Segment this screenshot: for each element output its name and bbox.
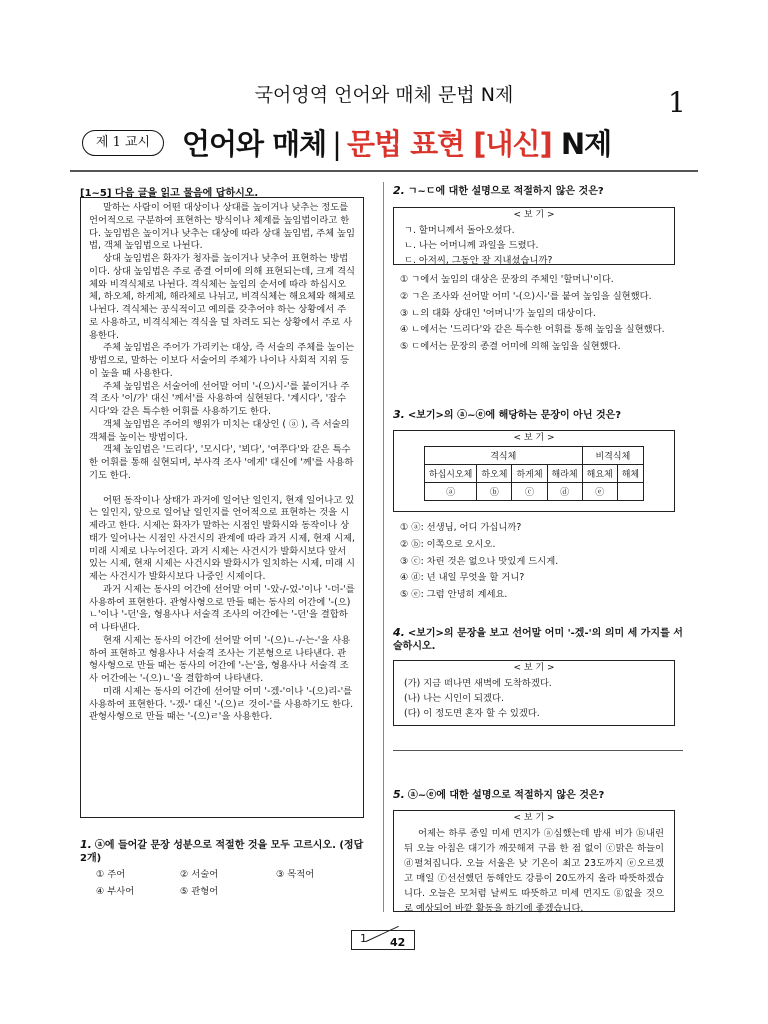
speech-level-table (424, 446, 644, 501)
table-column-header: 해체 (617, 465, 643, 483)
question-5-text: ⓐ~ⓔ에 대한 설명으로 적절하지 않은 것은? (407, 790, 605, 801)
question-1-choice[interactable]: ② 서술어 (180, 869, 219, 880)
page-counter-current: 1 (360, 932, 367, 945)
table-mark-cell: ⓓ (547, 483, 582, 501)
question-1-choice[interactable]: ① 주어 (96, 869, 126, 880)
table-mark-cell (617, 483, 643, 501)
passage-paragraph: 주체 높임법은 주어가 가리키는 대상, 즉 서술의 주체를 높이는 방법으로, 말하는 이보다 서술어의 주체가 나이나 사회적 지위 등이 높을 때 사용한다. (89, 342, 355, 379)
question-5-prompt (393, 788, 604, 802)
bogi-label: < 보 기 > (513, 813, 555, 823)
main-title-separator: | (332, 127, 341, 161)
question-1-text: ⓐ에 들어갈 문장 성분으로 적절한 것을 모두 고르시오. (정답 2개) (80, 840, 364, 864)
table-mark-cell: ⓔ (582, 483, 617, 501)
table-column-header: 해라체 (547, 465, 582, 483)
question-3-choices (400, 520, 558, 604)
passage-paragraph: 상대 높임법은 화자가 청자를 높이거나 낮추어 표현하는 방법이다. 상대 높임법은 주로 종결 어미에 의해 표현되는데, 크게 격식체와 비격식체로 나뉜다. 격식체는 높임의 순서에 따라 하십시오체, 하오체, 하게체, 해라체로 나뉘고, 비격식체는 해요체와 해체로 나뉜다. 격식체는 공식적이고 예의를 갖추어야 하는 상황에서 주로 사용하고, 비격식체는 격식을 덜 차려도 되는 상황에서 주로 사용한다. (89, 253, 356, 341)
question-1-prompt (80, 838, 368, 865)
question-2-number: 2. (393, 184, 405, 197)
passage-paragraph: 말하는 사람이 어떤 대상이나 상대를 높이거나 낮추는 정도를 언어적으로 구분하여 표현하는 방식이나 체계를 높임법이라고 한다. 높임법은 높이거나 낮추는 대상에 따라 상대 높임법, 주체 높임법, 객체 높임법으로 나뉜다. (89, 202, 356, 252)
question-1-choice[interactable]: ③ 목적어 (276, 869, 315, 880)
question-2-prompt (393, 184, 604, 198)
bogi-line: ㄷ. 아저씨, 그동안 잘 지내셨습니까? (404, 255, 553, 266)
table-column-header: 하오체 (477, 465, 512, 483)
question-4-text: <보기>의 문장을 보고 선어말 어미 '-겠-'의 의미 세 가지를 서술하시오. (393, 628, 683, 652)
question-3-choice[interactable]: ② ⓑ: 이쪽으로 오시오. (400, 538, 496, 550)
table-header-informal: 비격식체 (582, 447, 643, 465)
question-1-choice[interactable]: ⑤ 관형어 (180, 886, 219, 897)
question-1-number: 1. (80, 838, 92, 851)
question-2-choice[interactable]: ⑤ ㄷ에서는 문장의 종결 어미에 의해 높임을 실현했다. (400, 341, 621, 353)
table-header-formal: 격식체 (424, 447, 582, 465)
passage-heading: [1~5] 다음 글을 읽고 물음에 답하시오. (80, 188, 259, 199)
question-3-text: <보기>의 ⓐ~ⓔ에 해당하는 문장이 아닌 것은? (407, 410, 622, 421)
question-4-number: 4. (393, 626, 405, 639)
bogi-line: (다) 이 정도면 혼자 할 수 있겠다. (404, 708, 540, 719)
question-2-choice[interactable]: ① ㄱ에서 높임의 대상은 문장의 주체인 '할머니'이다. (400, 274, 614, 285)
passage-paragraph: 미래 시제는 동사의 어간에 선어말 어미 '-겠-'이나 '-(으)리-'를 사용하여 표현한다. '-겠-' 대신 '-(으)ㄹ 것이-'를 사용하기도 한다. 관형사형으로 만들 때는 '-(으)ㄹ'을 사용한다. (89, 685, 354, 723)
passage-paragraph: 객체 높임법은 '드리다', '모시다', '뵈다', '여쭈다'와 같은 특수한 어휘를 통해 실현되며, 부사격 조사 '에게' 대신에 '께'를 사용하기도 한다. (89, 444, 354, 481)
question-2-choice[interactable]: ④ ㄴ에서는 '드리다'와 같은 특수한 어휘를 통해 높임을 실현했다. (400, 324, 665, 336)
page-counter (351, 930, 415, 950)
passage-paragraph: 객체 높임법은 주어의 행위가 미치는 대상인 ( ⓐ ), 즉 서술의 객체를 높이는 방법이다. (89, 418, 350, 443)
table-mark-cell: ⓑ (477, 483, 512, 501)
bogi-body-text: 어제는 하루 종일 미세 먼지가 ⓐ심했는데 밤새 비가 ⓑ내린 뒤 오늘 아침은 대기가 깨끗해져 구름 한 점 없이 ⓒ맑은 하늘이 ⓓ펼쳐집니다. 오늘 서울은 낮 기온이 최고 23도까지 ⓔ오르겠고 매일 ⓕ선선했던 동해안도 강릉이 20도까지 올라 따뜻하겠습니다. 오늘은 모처럼 날씨도 따뜻하고 미세 먼지도 ⓖ없을 것으로 예상되어 바깥 활동을 하기에 좋겠습니다. (404, 828, 664, 914)
table-column-header: 해요체 (582, 465, 617, 483)
question-2-text: ㄱ~ㄷ에 대한 설명으로 적절하지 않은 것은? (407, 186, 604, 197)
question-2-choice[interactable]: ③ ㄴ의 대화 상대인 '어머니'가 높임의 대상이다. (400, 307, 596, 319)
bogi-line: ㄴ. 나는 어머니께 과일을 드렸다. (404, 240, 539, 251)
question-2-choice[interactable]: ② ㄱ은 조사와 선어말 어미 '-(으)시-'를 붙여 높임을 실현했다. (400, 290, 652, 302)
bogi-label: < 보 기 > (513, 210, 555, 220)
question-2-choices (400, 272, 665, 356)
table-column-header: 하십시오체 (424, 465, 476, 483)
passage-paragraph: 주체 높임법은 서술어에 선어말 어미 '-(으)시-'를 붙이거나 주격 조사 '이/가' 대신 '께서'를 사용하여 실현된다. '계시다', '잡수시다'와 같은 특수한 어휘를 사용하기도 한다. (89, 380, 350, 417)
main-title-topic: 문법 표현 [내신] (346, 127, 552, 161)
exam-header-title: 국어영역 언어와 매체 문법 N제 (254, 84, 514, 106)
header-rule (70, 170, 698, 172)
question-3-choice[interactable]: ⑤ ⓔ: 그럼 안녕히 계세요. (400, 589, 508, 601)
main-title-suffix: N제 (560, 127, 612, 161)
column-divider (383, 182, 384, 912)
bogi-line: ㄱ. 할머니께서 돌아오셨다. (404, 225, 515, 236)
session-badge: 제 1 교시 (82, 130, 164, 156)
question-5-number: 5. (393, 788, 405, 801)
main-title-subject: 언어와 매체 (182, 127, 327, 161)
bogi-line: (가) 지금 떠나면 새벽에 도착하겠다. (404, 678, 552, 689)
passage-paragraph: 어떤 동작이나 상태가 과거에 일어난 일인지, 현재 일어나고 있는 일인지, 앞으로 일어날 일인지를 언어적으로 표현하는 것을 시제라고 한다. 시제는 화자가 말하는 시점인 발화시와 동작이나 상태가 일어나는 시점인 사건시의 관계에 따라 과거 시제, 현재 시제, 미래 시제로 나누어진다. 과거 시제는 사건시가 발화시보다 앞서 있는 시제, 현재 시제는 사건시와 발화시가 일치하는 시제, 미래 시제는 사건시가 발화시보다 나중인 시제이다. (89, 494, 356, 582)
page-number: 1 (668, 86, 686, 119)
table-mark-cell: ⓐ (424, 483, 476, 501)
question-4-bogi-box (393, 660, 675, 726)
question-3-choice[interactable]: ③ ⓒ: 차린 것은 없으나 맛있게 드시게. (400, 555, 559, 567)
passage-paragraph: 현재 시제는 동사의 어간에 선어말 어미 '-(으)ㄴ-/-는-'을 사용하여 표현하고 형용사나 서술격 조사는 기본형으로 나타낸다. 관형사형으로 만들 때는 동사의 어간에 '-는'을, 형용사나 서술격 조사 어간에는 '-(으)ㄴ'을 결합하여 나타낸다. (89, 634, 351, 684)
question-2-bogi-box (393, 207, 675, 265)
answer-divider (393, 750, 683, 751)
question-3-choice[interactable]: ④ ⓓ: 넌 내일 무엇을 할 거니? (400, 572, 525, 584)
question-3-prompt (393, 408, 621, 422)
page-counter-total: 42 (390, 936, 406, 949)
table-column-header: 하게체 (512, 465, 547, 483)
question-3-number: 3. (393, 408, 405, 421)
table-mark-cell: ⓒ (512, 483, 547, 501)
question-5-bogi-box (393, 810, 675, 912)
bogi-label: < 보 기 > (513, 663, 555, 673)
question-1-choice[interactable]: ④ 부사어 (96, 886, 135, 897)
question-4-prompt (393, 626, 683, 653)
passage-box (80, 197, 364, 818)
passage-paragraph: 과거 시제는 동사의 어간에 선어말 어미 '-았-/-었-'이나 '-더-'를 사용하여 표현한다. 관형사형으로 만들 때는 동사의 어간에 '-(으)ㄴ'이나 '-던'을, 형용사나 서술격 조사의 어간에는 '-던'을 결합하여 나타낸다. (89, 583, 355, 633)
bogi-label: < 보 기 > (513, 433, 555, 443)
main-title (182, 122, 611, 163)
bogi-line: (나) 나는 시인이 되겠다. (404, 693, 504, 704)
question-3-choice[interactable]: ① ⓐ: 선생님, 어디 가십니까? (400, 522, 522, 533)
question-3-bogi-box (393, 430, 675, 512)
